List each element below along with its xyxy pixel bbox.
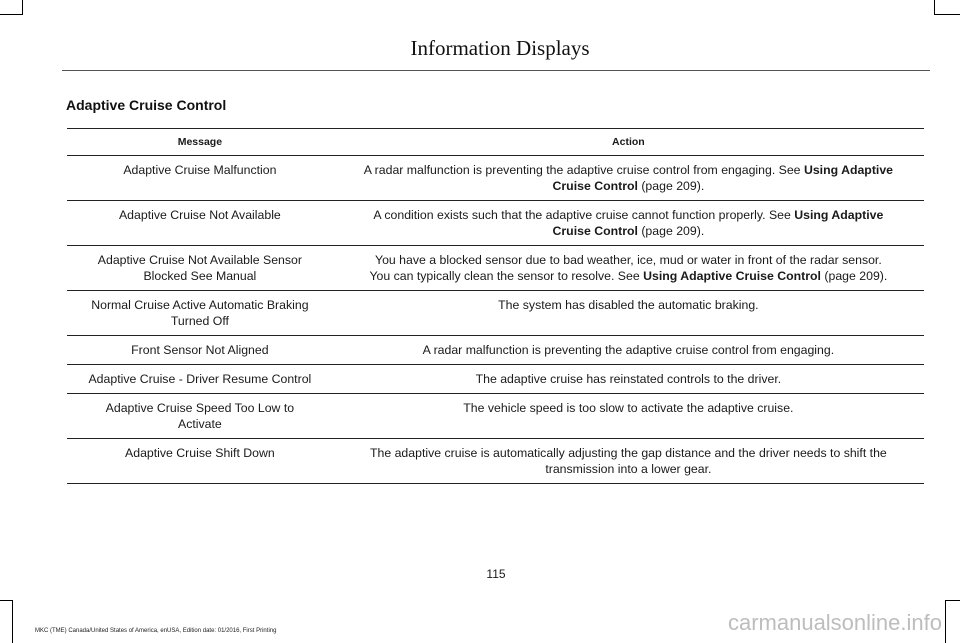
message-line: Normal Cruise Active Automatic Braking <box>91 298 309 312</box>
cross-reference-link[interactable]: Cruise Control <box>552 224 638 238</box>
table-row <box>67 156 924 201</box>
message-line: Adaptive Cruise Speed Too Low to <box>105 401 295 415</box>
action-cell <box>333 439 924 484</box>
table-header-row <box>67 129 924 156</box>
message-cell <box>67 291 333 336</box>
message-line: Front Sensor Not Aligned <box>131 343 269 357</box>
message-line: Adaptive Cruise Not Available Sensor <box>97 253 302 267</box>
action-text: A radar malfunction is preventing the adaptive cruise control from engaging. <box>422 343 835 357</box>
crop-mark <box>934 14 960 15</box>
table-row <box>67 336 924 365</box>
action-cell <box>333 394 924 439</box>
cross-reference-link[interactable]: Using Adaptive <box>794 208 884 222</box>
page-number: 115 <box>486 567 506 581</box>
message-line: Blocked See Manual <box>143 269 257 283</box>
page-header-title: Information Displays <box>410 36 590 60</box>
action-text: A condition exists such that the adaptive cruise cannot function properly. See <box>373 208 795 222</box>
table-row <box>67 246 924 291</box>
crop-mark <box>22 0 23 15</box>
table-body <box>67 156 924 484</box>
table-row <box>67 394 924 439</box>
action-line <box>335 207 922 223</box>
action-cell <box>333 336 924 365</box>
message-cell <box>67 394 333 439</box>
column-header-message: Message <box>67 129 333 156</box>
action-cell <box>333 246 924 291</box>
section-heading: Adaptive Cruise Control <box>66 97 227 113</box>
header-divider <box>62 70 930 71</box>
action-text: transmission into a lower gear. <box>545 462 712 476</box>
table-row <box>67 365 924 394</box>
action-line <box>335 342 922 358</box>
action-cell <box>333 156 924 201</box>
action-text: (page 209). <box>637 224 705 238</box>
crop-mark <box>945 600 946 643</box>
edition-footer: MKC (TME) Canada/United States of America, enUSA, Edition date: 01/2016, First Printing <box>35 628 277 634</box>
watermark: carmanualsonline.info <box>727 610 942 635</box>
crop-mark <box>0 600 12 601</box>
crop-mark <box>12 600 13 643</box>
cross-reference-link[interactable]: Cruise Control <box>552 179 638 193</box>
action-line <box>335 162 922 178</box>
cross-reference-link[interactable]: Using Adaptive <box>803 163 894 177</box>
message-cell <box>67 201 333 246</box>
action-text: The system has disabled the automatic braking. <box>498 298 759 312</box>
message-cell <box>67 246 333 291</box>
column-header-action: Action <box>333 129 924 156</box>
crop-mark <box>0 14 22 15</box>
message-line: Turned Off <box>170 314 229 328</box>
action-cell <box>333 291 924 336</box>
action-text: The vehicle speed is too slow to activate the adaptive cruise. <box>463 401 794 415</box>
message-line: Adaptive Cruise Not Available <box>118 208 281 222</box>
action-text: The adaptive cruise is automatically adjusting the gap distance and the driver needs to shift the <box>369 446 887 460</box>
action-cell <box>333 365 924 394</box>
action-line <box>335 297 922 313</box>
action-text: You have a blocked sensor due to bad weather, ice, mud or water in front of the radar sensor. <box>375 253 882 267</box>
action-line <box>335 268 922 284</box>
action-line <box>335 223 922 239</box>
message-line: Adaptive Cruise Shift Down <box>125 446 275 460</box>
action-line <box>335 371 922 387</box>
cross-reference-link[interactable]: Using Adaptive Cruise Control <box>643 269 821 283</box>
messages-table <box>67 128 924 484</box>
action-text: (page 209). <box>820 269 888 283</box>
message-line: Activate <box>178 417 222 431</box>
table-row <box>67 439 924 484</box>
message-line: Adaptive Cruise Malfunction <box>123 163 277 177</box>
crop-mark <box>945 600 960 601</box>
action-text: A radar malfunction is preventing the adaptive cruise control from engaging. See <box>363 163 804 177</box>
action-line <box>335 400 922 416</box>
action-text: You can typically clean the sensor to resolve. See <box>369 269 644 283</box>
action-text: The adaptive cruise has reinstated controls to the driver. <box>475 372 782 386</box>
action-cell <box>333 201 924 246</box>
action-text: (page 209). <box>637 179 705 193</box>
message-cell <box>67 439 333 484</box>
message-cell <box>67 365 333 394</box>
crop-mark <box>934 0 935 15</box>
action-line <box>335 178 922 194</box>
action-line <box>335 252 922 268</box>
message-cell <box>67 156 333 201</box>
action-line <box>335 445 922 461</box>
message-line: Adaptive Cruise - Driver Resume Control <box>88 372 312 386</box>
message-cell <box>67 336 333 365</box>
action-line <box>335 461 922 477</box>
table-row <box>67 201 924 246</box>
table-row <box>67 291 924 336</box>
